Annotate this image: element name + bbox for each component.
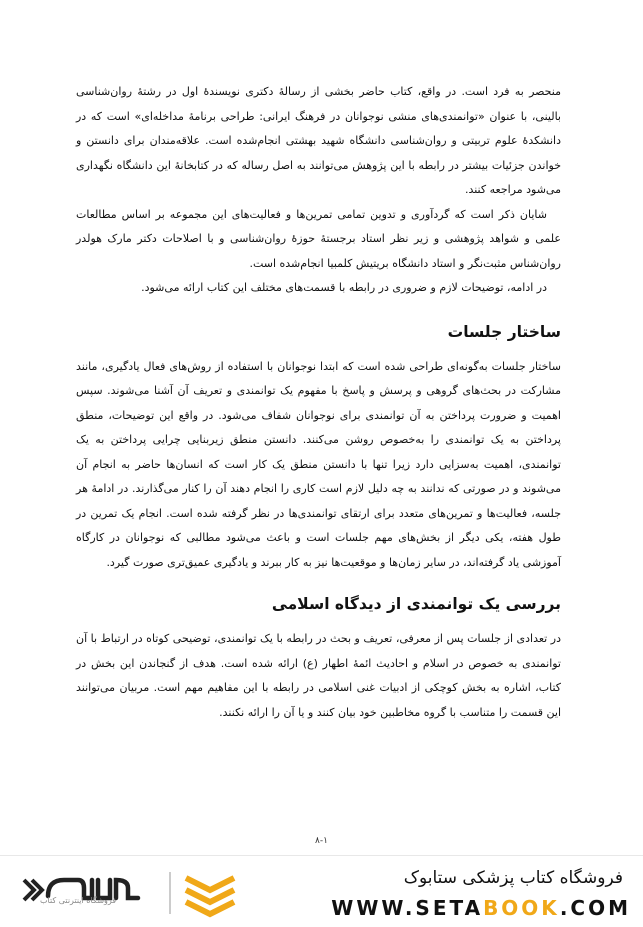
url-suffix: .COM bbox=[559, 896, 631, 920]
paragraph-session-structure: ساختار جلسات به‌گونه‌ای طراحی شده است که ابتدا نوجوانان با استفاده از روش‌های فعال یادگیری، مانند مشارکت در بحث‌های گروهی و پرسش و پاسخ با مفهوم یک توانمندی و تعریف آن آشنا می‌شوند. سپس اهمیت و ضرورت پرداختن به آن توانمندی برای نوجوانان شفاف می‌شود. در واقع این توضیحات، منطق پرداختن به یک توانمندی را به‌خصوص روشن می‌کنند. دانستن منطق زیربنایی چرایی پرداختن به یک توانمندی، اهمیت به‌سزایی دارد زیرا تنها با دانستن منطق یک کار است که انسان‌ها حاضر به انجام آن می‌شوند و در صورتی که ندانند به چه دلیل لازم است کاری را انجام دهند آن را کنار می‌گذارند. در ادامهٔ هر جلسه، فعالیت‌ها و تمرین‌های متعدد برای ارتقای توانمندی‌ها در نظر گرفته شده است. انجام یک تمرین در طول هفته، یکی دیگر از بخش‌های مهم جلسات است و باعث می‌شود مطالبی که نوجوانان در کارگاه آموزشی یاد گرفته‌اند، در سایر زمان‌ها و موقعیت‌ها نیز به کار ببرند و یادگیری عمیق‌تری صورت گیرد. bbox=[76, 359, 561, 569]
publisher-footer-banner bbox=[0, 855, 643, 927]
logo-caption: فروشگاه اینترنتی کتاب bbox=[40, 896, 117, 905]
page-content bbox=[76, 80, 561, 725]
section-heading-session-structure: ساختار جلسات bbox=[447, 322, 561, 341]
paragraph-intro-continued: منحصر به فرد است. در واقع، کتاب حاضر بخشی از رسالهٔ دکتری نویسندهٔ اول در رشتهٔ روان‌شناسی بالینی، با عنوان «توانمندی‌های منشی نوجوانان در فرهنگ ایرانی: طراحی برنامهٔ مداخله‌ای» است که در دانشکدهٔ علوم تربیتی و روان‌شناسی دانشگاه شهید بهشتی انجام‌شده است. علاقه‌مندان برای دانستن و خواندن جزئیات بیشتر در رابطه با این پژوهش می‌توانند به اصل رساله که در کتابخانهٔ این دانشگاه نگهداری می‌شود مراجعه کنند. bbox=[76, 85, 561, 196]
url-brand-seta: SETA bbox=[415, 896, 484, 920]
store-url[interactable] bbox=[331, 896, 631, 920]
section-heading-islamic-view: بررسی یک توانمندی از دیدگاه اسلامی bbox=[271, 595, 561, 613]
paragraph-acknowledgement: شایان ذکر است که گردآوری و تدوین تمامی تمرین‌ها و فعالیت‌های این مجموعه بر اساس مطالعات علمی و شواهد پژوهشی و زیر نظر استاد برجستهٔ حوزهٔ روان‌شناسی و با اصلاحات دکتر مارک هولدر روان‌شناس مثبت‌نگر و استاد دانشگاه بریتیش کلمبیا انجام‌شده است. bbox=[76, 207, 561, 270]
url-brand-book: BOOK bbox=[483, 896, 560, 920]
setabook-logo bbox=[18, 866, 248, 920]
page-number: ۸-۱ bbox=[315, 836, 328, 846]
paragraph-overview: در ادامه، توضیحات لازم و ضروری در رابطه با قسمت‌های مختلف این کتاب ارائه می‌شود. bbox=[141, 281, 547, 294]
paragraph-islamic-view: در تعدادی از جلسات پس از معرفی، تعریف و بحث در رابطه با یک توانمندی، توضیحی کوتاه در ارتباط با آن توانمندی به خصوص در اسلام و احادیث ائمهٔ اطهار (ع) ارائه شده است. هدف از گنجاندن این بخش در کتاب، اشاره به بخش کوچکی از ادبیات غنی اسلامی در رابطه با این مفاهیم مهم است. مربیان می‌توانند این قسمت را متناسب با گروه مخاطبین خود بیان کنند و یا آن را ارائه نکنند. bbox=[76, 632, 561, 719]
store-name: فروشگاه کتاب پزشکی ستابوک bbox=[403, 868, 623, 888]
url-prefix: WWW. bbox=[331, 896, 416, 920]
